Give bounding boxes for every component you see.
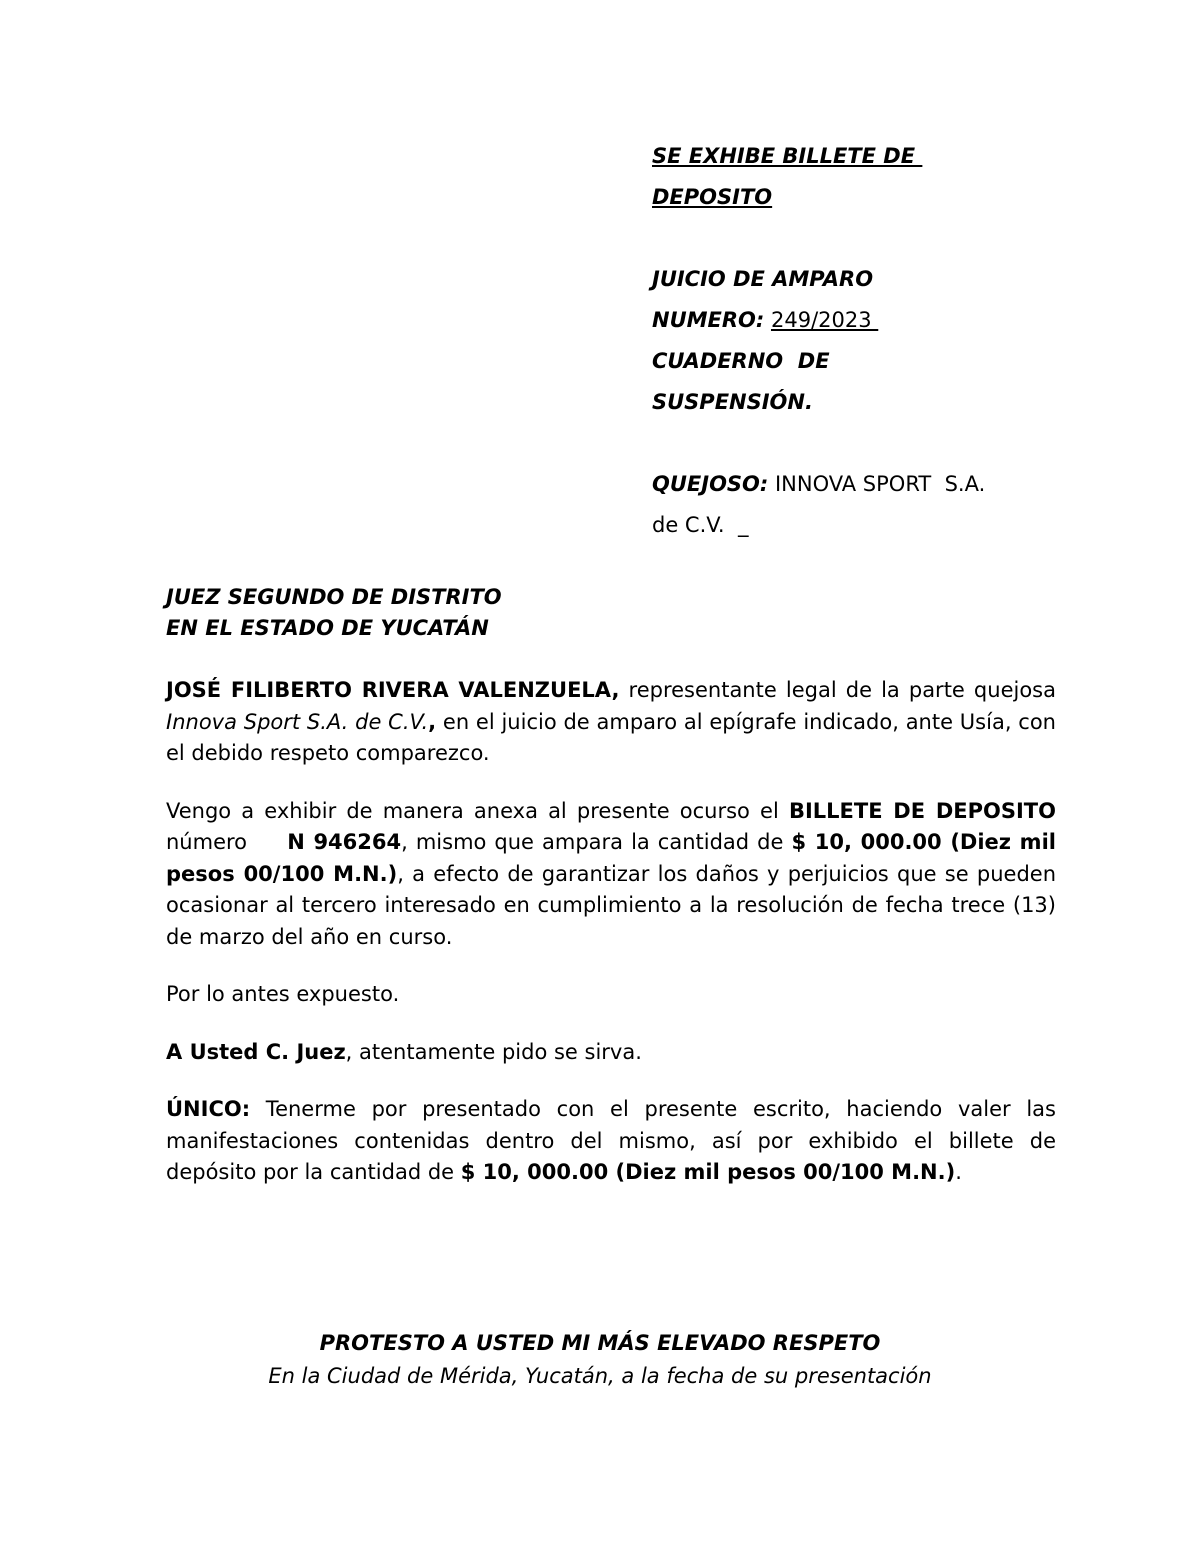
addressee: [166, 582, 502, 644]
closing-title: PROTESTO A USTED MI MÁS ELEVADO RESPETO: [319, 1331, 881, 1355]
paragraph-text: Por lo antes expuesto.: [166, 982, 400, 1006]
case-number-label: NUMERO:: [652, 308, 765, 332]
paragraph-exhibit: [166, 796, 1063, 954]
representative-name: JOSÉ FILIBERTO RIVERA VALENZUELA,: [166, 678, 620, 702]
document-title-line-2: DEPOSITO: [652, 185, 773, 209]
spacer: [652, 218, 1072, 259]
suspension-label: SUSPENSIÓN.: [652, 390, 813, 414]
paragraph-statement: [166, 979, 1056, 1011]
judge-address: A Usted C. Juez: [166, 1039, 346, 1064]
paragraph-introduction: [166, 675, 1056, 770]
paragraph-text: ,: [428, 709, 437, 734]
complainant-value-cont: de C.V. _: [652, 513, 749, 537]
addressee-line-1: JUEZ SEGUNDO DE DISTRITO: [166, 585, 502, 609]
closing-block: [0, 1327, 1200, 1393]
paragraph-text: , atentamente pido se sirva.: [345, 1039, 642, 1064]
paragraph-text: .: [955, 1160, 962, 1184]
paragraph-petition: [166, 1094, 1056, 1189]
complainant-label: QUEJOSO:: [652, 472, 769, 496]
case-number-value: 249/2023: [770, 308, 879, 332]
paragraph-text: en el juicio de amparo al epígrafe indicado, ante Usía, con el debido respeto comparezco.: [166, 709, 1056, 765]
paragraph-text: , a efecto de garantizar los daños y perjuicios que se pueden ocasionar al tercero interesado en cumplimiento a la resolución de fecha trece (13) de marzo del año en curso.: [166, 861, 1056, 949]
company-name: Innova Sport S.A. de C.V.: [166, 709, 429, 734]
deposit-ticket-label: BILLETE DE DEPOSITO: [788, 798, 1056, 823]
paragraph-text: Vengo a exhibir de manera anexa al presente ocurso el: [166, 798, 789, 823]
notebook-label: CUADERNO DE: [652, 349, 830, 373]
spacer: [652, 423, 1072, 464]
complainant: [652, 464, 1072, 505]
deposit-number: N 946264: [287, 830, 402, 854]
deposit-amount: $ 10, 000.00 (Diez mil pesos 00/100 M.N.): [166, 830, 1056, 886]
document-body: [166, 675, 1063, 1189]
case-header: [652, 136, 1072, 546]
paragraph-text: , mismo que ampara la cantidad de: [401, 830, 792, 854]
paragraph-request: [166, 1037, 1056, 1069]
paragraph-text: representante legal de la parte quejosa: [619, 678, 1056, 702]
complainant-value: INNOVA SPORT S.A.: [768, 472, 986, 496]
closing-place-date: En la Ciudad de Mérida, Yucatán, a la fecha de su presentación: [268, 1364, 932, 1388]
case-number: [652, 300, 1072, 341]
addressee-line-2: EN EL ESTADO DE YUCATÁN: [166, 616, 489, 640]
deposit-amount: $ 10, 000.00 (Diez mil pesos 00/100 M.N.): [460, 1160, 956, 1184]
case-type: JUICIO DE AMPARO: [652, 267, 874, 291]
paragraph-text: Tenerme por presentado con el presente escrito, haciendo valer las manifestaciones contenidas dentro del mismo, así por exhibido el billete de depósito por la cantidad de: [166, 1097, 1056, 1184]
document-title-line-1: SE EXHIBE BILLETE DE: [652, 144, 923, 168]
paragraph-text: número: [166, 798, 1063, 854]
petition-label: ÚNICO:: [166, 1097, 251, 1121]
